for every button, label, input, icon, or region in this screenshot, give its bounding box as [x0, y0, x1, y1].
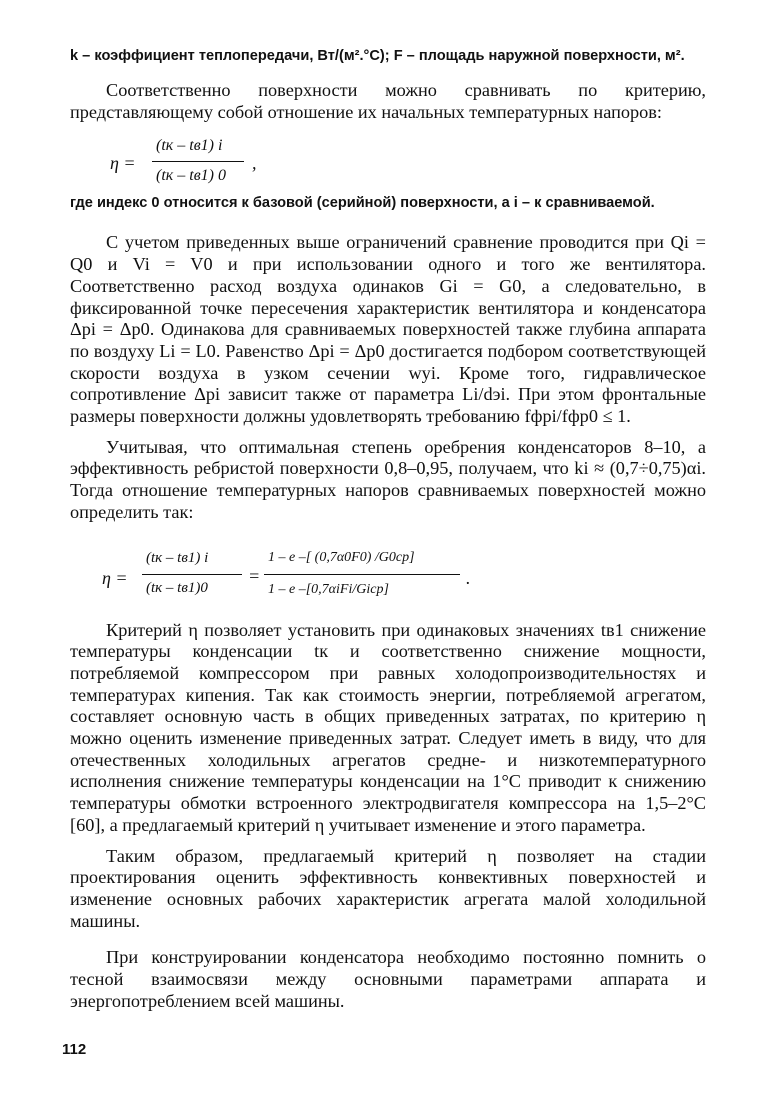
formula-eta-2 — [70, 538, 706, 620]
formula2-denominator: (tк – tв1)0 — [146, 579, 208, 596]
formula2-rhs-denominator: 1 – e –[0,7αiFi/Gicp] — [268, 581, 389, 597]
formula2-equals: = — [248, 565, 261, 586]
para-intro: Соответственно поверхности можно сравнивать по критерию, представляющему собой отношение их начальных температурных напоров: — [70, 80, 706, 122]
para-conclusion: Таким образом, предлагаемый критерий η позволяет на стадии проектирования оценить эффективность конвективных поверхностей и изменение основных рабочих характеристик агрегата малой холодильной машины. — [70, 845, 706, 931]
para-design: При конструировании конденсатора необходимо постоянно помнить о тесной взаимосвязи между основными параметрами аппарата и энергопотреблением всей машины. — [70, 947, 706, 1011]
para-finning: Учитывая, что оптимальная степень оребрения конденсаторов 8–10, а эффективность ребристой поверхности 0,8–0,95, получаем, что ki ≈ (0,7÷0,75)αi. Тогда отношение температурных напоров сравниваемых поверхностей можно определить так: — [70, 436, 706, 522]
formula1-denominator: (tк – tв1) 0 — [156, 167, 226, 185]
index-note: где индекс 0 относится к базовой (серийной) поверхности, а i – к сравниваемой. — [70, 195, 655, 212]
page-content — [70, 48, 706, 1013]
para-criterion: Критерий η позволяет установить при одинаковых значениях tв1 снижение температуры конденсации tк и соответственно снижение мощности, потребляемой компрессором при равных холодопроизводительностях и температурах кипения. Так как стоимость энергии, потребляемой агрегатом, составляет основную часть в общих приведенных затратах, по критерию η можно оценить изменение приведенных затрат. Следует иметь в виду, что для отечественных холодильных агрегатов средне- и низкотемпературного исполнения снижение температуры конденсации на 1°С приводит к снижению температуры обмотки встроенного электродвигателя компрессора на 1,5–2°С [60], а предлагаемый критерий η учитывает изменение и этого параметра. — [70, 619, 706, 835]
formula2-trail: . — [466, 567, 471, 588]
formula-eta-1 — [70, 131, 706, 195]
formula1-fraction-bar — [152, 161, 244, 162]
formula2-rhs-numerator: 1 – e –[ (0,7α0F0) /G0cp] — [268, 549, 415, 565]
formula1-numerator: (tк – tв1) i — [156, 137, 223, 155]
formula1-trail: , — [252, 153, 257, 174]
formula2-lhs: η = — [102, 567, 128, 588]
formula2-fraction-bar-right — [264, 574, 460, 575]
formula1-lhs: η = — [110, 153, 136, 174]
top-note: k – коэффициент теплопередачи, Вт/(м².°С); F – площадь наружной поверхности, м². — [70, 48, 685, 64]
formula2-fraction-bar-left — [142, 574, 242, 575]
page-number: 112 — [62, 1041, 87, 1058]
para-constraints: С учетом приведенных выше ограничений сравнение проводится при Qi = Q0 и Vi = V0 и при использовании одного и того же вентилятора. Соответственно расход воздуха одинаков Gi = G0, а следовательно, в фиксированной точке пересечения характеристик вентилятора и конденсатора Δpi = Δp0. Одинакова для сравниваемых поверхностей также глубина аппарата по воздуху Li = L0. Равенство Δpi = Δp0 достигается подбором соответствующей скорости воздуха в узком сечении wyi. Кроме того, гидравлическое сопротивление Δpi зависит также от параметра Li/dэi. При этом фронтальные размеры поверхности должны удовлетворять требованию fфрi/fфр0 ≤ 1. — [70, 232, 706, 427]
formula2-numerator: (tк – tв1) i — [146, 549, 209, 566]
